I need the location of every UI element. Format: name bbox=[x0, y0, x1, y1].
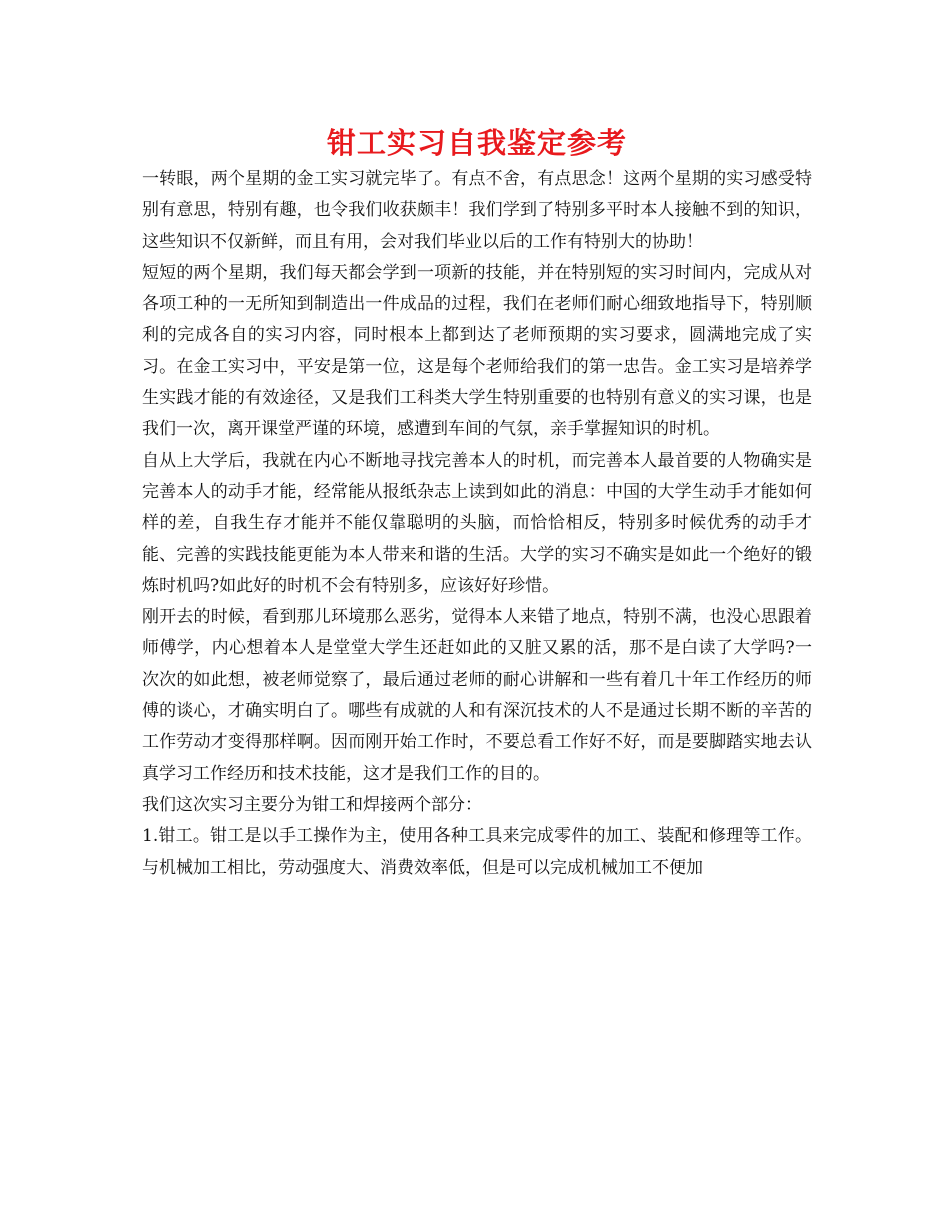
paragraph-university: 自从上大学后，我就在内心不断地寻找完善本人的时机，而完善本人最首要的人物确实是完善本人的动手才能，经常能从报纸杂志上读到如此的消息：中国的大学生动手才能如何样的差，自我生存才能并不能仅靠聪明的头脑，而恰恰相反，特别多时候优秀的动手才能、完善的实践技能更能为本人带来和谐的生活。大学的实习不确实是如此一个绝好的锻炼时机吗?如此好的时机不会有特别多，应该好好珍惜。 bbox=[142, 450, 812, 596]
paragraph-parts: 我们这次实习主要分为钳工和焊接两个部分： bbox=[142, 794, 482, 815]
paragraph-beginning: 刚开去的时候，看到那儿环境那么恶劣，觉得本人来错了地点，特别不满，也没心思跟着师傅学，内心想着本人是堂堂大学生还赶如此的又脏又累的活，那不是白读了大学吗?一次次的如此想，被老师觉察了，最后通过老师的耐心讲解和一些有着几十年工作经历的师傅的谈心，才确实明白了。哪些有成就的人和有深沉技术的人不是通过长期不断的辛苦的工作劳动才变得那样啊。因而刚开始工作时，不要总看工作好不好，而是要脚踏实地去认真学习工作经历和技术技能，这才是我们工作的目的。 bbox=[142, 607, 812, 784]
document-title: 钳工实习自我鉴定参考 bbox=[326, 126, 627, 160]
paragraph-fitter: 1.钳工。钳工是以手工操作为主，使用各种工具来完成零件的加工、装配和修理等工作。与机械加工相比，劳动强度大、消费效率低，但是可以完成机械加工不便加 bbox=[142, 826, 812, 878]
document-page bbox=[142, 122, 812, 884]
paragraph-intro: 一转眼，两个星期的金工实习就完毕了。有点不舍，有点思念！这两个星期的实习感受特别有意思，特别有趣，也令我们收获颇丰！我们学到了特别多平时本人接触不到的知识，这些知识不仅新鲜，而且有用，会对我们毕业以后的工作有特别大的协助！ bbox=[142, 169, 812, 252]
paragraph-two-weeks: 短短的两个星期，我们每天都会学到一项新的技能，并在特别短的实习时间内，完成从对各项工种的一无所知到制造出一件成品的过程，我们在老师们耐心细致地指导下，特别顺利的完成各自的实习内容，同时根本上都到达了老师预期的实习要求，圆满地完成了实习。在金工实习中，平安是第一位，这是每个老师给我们的第一忠告。金工实习是培养学生实践才能的有效途径，又是我们工科类大学生特别重要的也特别有意义的实习课，也是我们一次，离开课堂严谨的环境，感遭到车间的气氛，亲手掌握知识的时机。 bbox=[142, 262, 812, 440]
